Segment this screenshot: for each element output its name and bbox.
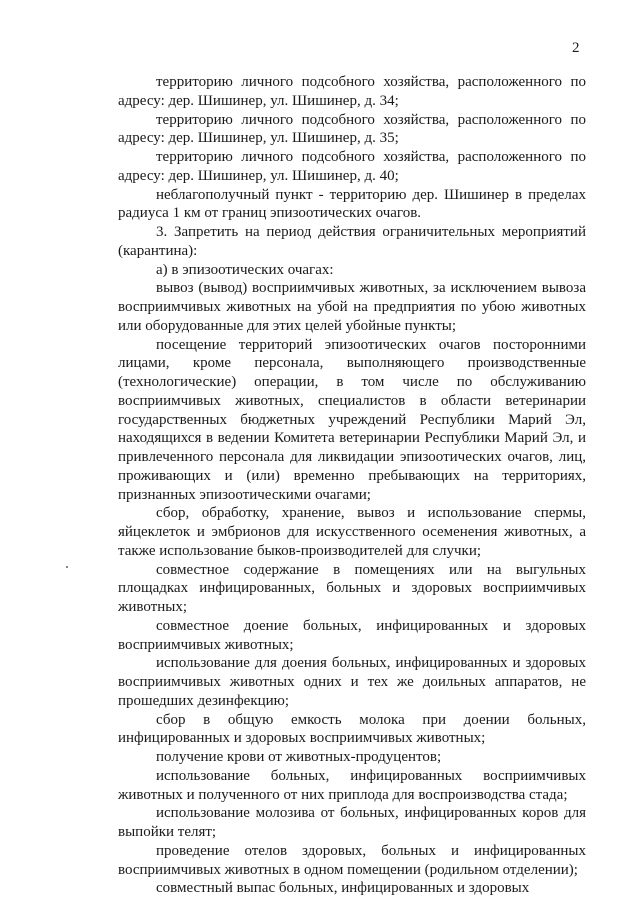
paragraph-address-40: территорию личного подсобного хозяйства, расположенного по адресу: дер. Шишинер, ул. Шишинер, д. 40; <box>118 149 586 184</box>
paragraph-sperm-ban: сбор, обработку, хранение, вывоз и использование спермы, яйцеклеток и эмбрионов для искусственного осеменения животных, а также использование быков-производителей для случки; <box>118 505 586 559</box>
page-number: 2 <box>572 40 580 56</box>
paragraph-address-35: территорию личного подсобного хозяйства, расположенного по адресу: дер. Шишинер, ул. Шишинер, д. 35; <box>118 111 586 147</box>
paragraph-subsection-a: а) в эпизоотических очагах: <box>156 261 334 278</box>
paragraph-address-34: территорию личного подсобного хозяйства, расположенного по адресу: дер. Шишинер, ул. Шишинер, д. 34; <box>118 74 586 109</box>
paragraph-grazing: совместный выпас больных, инфицированных и здоровых <box>156 880 530 897</box>
paragraph-calving: проведение отелов здоровых, больных и инфицированных восприимчивых животных в одном помещении (родильном отделении); <box>118 842 586 878</box>
paragraph-unsafe-point: неблагополучный пункт - территорию дер. Шишинер в пределах радиуса 1 км от границ эпизоотических очагов. <box>118 186 586 222</box>
paragraph-visit-ban: посещение территорий эпизоотических очагов посторонними лицами, кроме персонала, выполняющего производственные (технологические) операции, в том числе по обслуживанию восприимчивых животных, специалистов в области ветеринарии государственных бюджетных учреждений Республики Марий Эл, находящихся в ведении Комитета ветеринарии Республики Марий Эл, и привлеченного персонала для ликвидации эпизоотических очагов, лиц, проживающих и (или) временно пребывающих на территориях, признанных эпизоотическими очагами; <box>118 336 586 503</box>
paragraph-milking-machines: использование для доения больных, инфицированных и здоровых восприимчивых животных одних и тех же доильных аппаратов, не прошедших дезинфекцию; <box>118 655 586 709</box>
paragraph-joint-milking: совместное доение больных, инфицированных и здоровых восприимчивых животных; <box>118 617 586 653</box>
paragraph-colostrum: использование молозива от больных, инфицированных коров для выпойки телят; <box>118 805 586 840</box>
paragraph-milk-collection: сбор в общую емкость молока при доении больных, инфицированных и здоровых восприимчивых животных; <box>118 711 586 747</box>
paragraph-joint-keeping: совместное содержание в помещениях или на выгульных площадках инфицированных, больных и здоровых восприимчивых животных; <box>118 561 586 615</box>
paragraph-section-3: 3. Запретить на период действия ограничительных мероприятий (карантина): <box>118 224 586 259</box>
document-body <box>118 73 586 898</box>
scan-speck <box>66 566 68 568</box>
paragraph-export-ban: вывоз (вывод) восприимчивых животных, за исключением вывоза восприимчивых животных на убой на предприятия по убою животных или оборудованные для этих целей убойные пункты; <box>118 280 586 334</box>
paragraph-blood: получение крови от животных-продуцентов; <box>156 749 442 765</box>
paragraph-breeding: использование больных, инфицированных восприимчивых животных и полученного от них приплода для воспроизводства стада; <box>118 767 586 803</box>
